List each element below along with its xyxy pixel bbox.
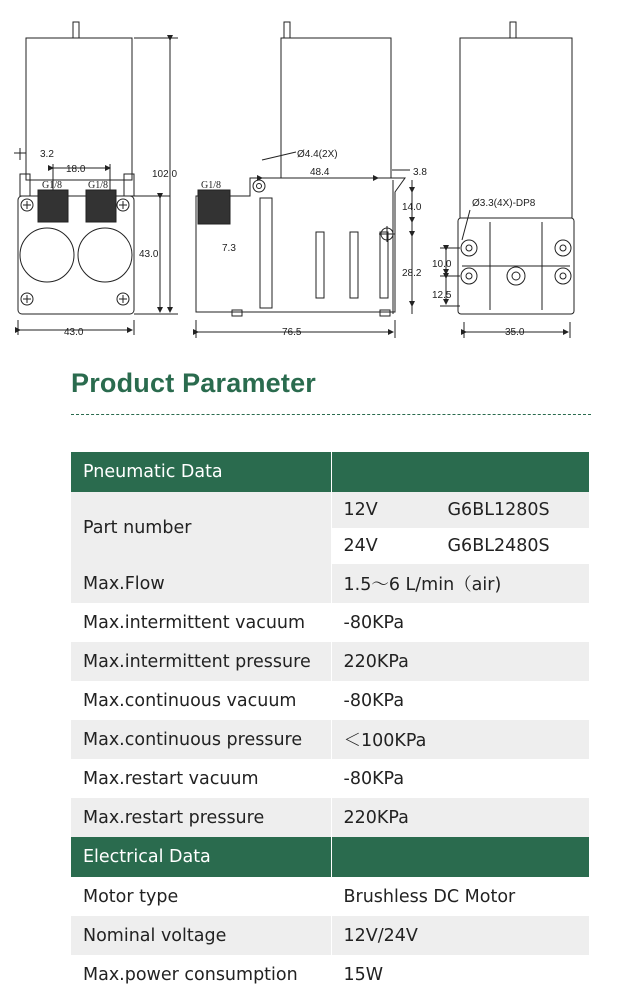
electrical-header: Electrical Data (71, 837, 331, 877)
dimension-drawing-svg (0, 0, 626, 345)
port-label-right: G1/8 (88, 180, 108, 191)
dim-102-0: 102.0 (152, 169, 178, 180)
technical-drawing (0, 0, 626, 345)
param-label: Max.intermittent pressure (71, 642, 331, 681)
table-row (71, 603, 589, 642)
table-row (71, 955, 589, 994)
param-value: Brushless DC Motor (331, 877, 589, 916)
port-label-side: G1/8 (201, 180, 221, 191)
param-label: Max.continuous pressure (71, 720, 331, 759)
hole-4-4-label: Ø4.4(2X) (297, 149, 338, 160)
param-value: 12V/24V (331, 916, 589, 955)
table-row (71, 916, 589, 955)
param-value: 220KPa (331, 642, 589, 681)
param-value: -80KPa (331, 759, 589, 798)
electrical-header-row (71, 837, 589, 877)
param-label: Max.Flow (71, 564, 331, 603)
dim-3-8: 3.8 (413, 167, 427, 178)
table-row (71, 564, 589, 603)
param-label: Max.restart pressure (71, 798, 331, 837)
table-row (71, 720, 589, 759)
side-view (196, 22, 412, 338)
dim-3-2: 3.2 (40, 149, 54, 160)
dim-12-5: 12.5 (432, 290, 452, 301)
param-label: Max.power consumption (71, 955, 331, 994)
param-label: Max.continuous vacuum (71, 681, 331, 720)
part-number-label: Part number (71, 492, 331, 564)
part-code-2: G6BL2480S (447, 536, 550, 556)
dim-10-0: 10.0 (432, 259, 452, 270)
rear-view (440, 22, 574, 338)
param-label: Max.restart vacuum (71, 759, 331, 798)
param-label: Nominal voltage (71, 916, 331, 955)
hole-3-3-label: Ø3.3(4X)-DP8 (472, 198, 536, 209)
dim-18-0: 18.0 (66, 164, 86, 175)
param-value: ＜100KPa (331, 720, 589, 759)
port-label-left: G1/8 (42, 180, 62, 191)
pneumatic-header: Pneumatic Data (71, 452, 331, 492)
param-label: Max.intermittent vacuum (71, 603, 331, 642)
parameter-table (71, 452, 589, 994)
table-row (71, 642, 589, 681)
dim-43-0-height: 43.0 (139, 249, 159, 260)
param-value: 220KPa (331, 798, 589, 837)
dim-76-5: 76.5 (282, 327, 302, 338)
part-number-cell-1 (331, 492, 589, 528)
dim-28-2: 28.2 (402, 268, 422, 279)
table-row (71, 759, 589, 798)
table-row (71, 798, 589, 837)
part-voltage-1: 12V (343, 500, 378, 520)
table-row (71, 877, 589, 916)
part-voltage-2: 24V (343, 536, 378, 556)
param-value: -80KPa (331, 681, 589, 720)
table-row (71, 681, 589, 720)
dim-43-0-width: 43.0 (64, 327, 84, 338)
dim-35-0: 35.0 (505, 327, 525, 338)
pneumatic-header-row (71, 452, 589, 492)
param-value: 1.5～6 L/min（air) (331, 564, 589, 603)
param-label: Motor type (71, 877, 331, 916)
section-divider (71, 414, 591, 415)
dim-48-4: 48.4 (310, 167, 330, 178)
part-code-1: G6BL1280S (447, 500, 550, 520)
param-value: 15W (331, 955, 589, 994)
part-number-cell-2 (331, 528, 589, 564)
param-value: -80KPa (331, 603, 589, 642)
dim-7-3: 7.3 (222, 243, 236, 254)
section-title: Product Parameter (71, 368, 316, 398)
dim-14-0: 14.0 (402, 202, 422, 213)
part-number-row-1 (71, 492, 589, 528)
